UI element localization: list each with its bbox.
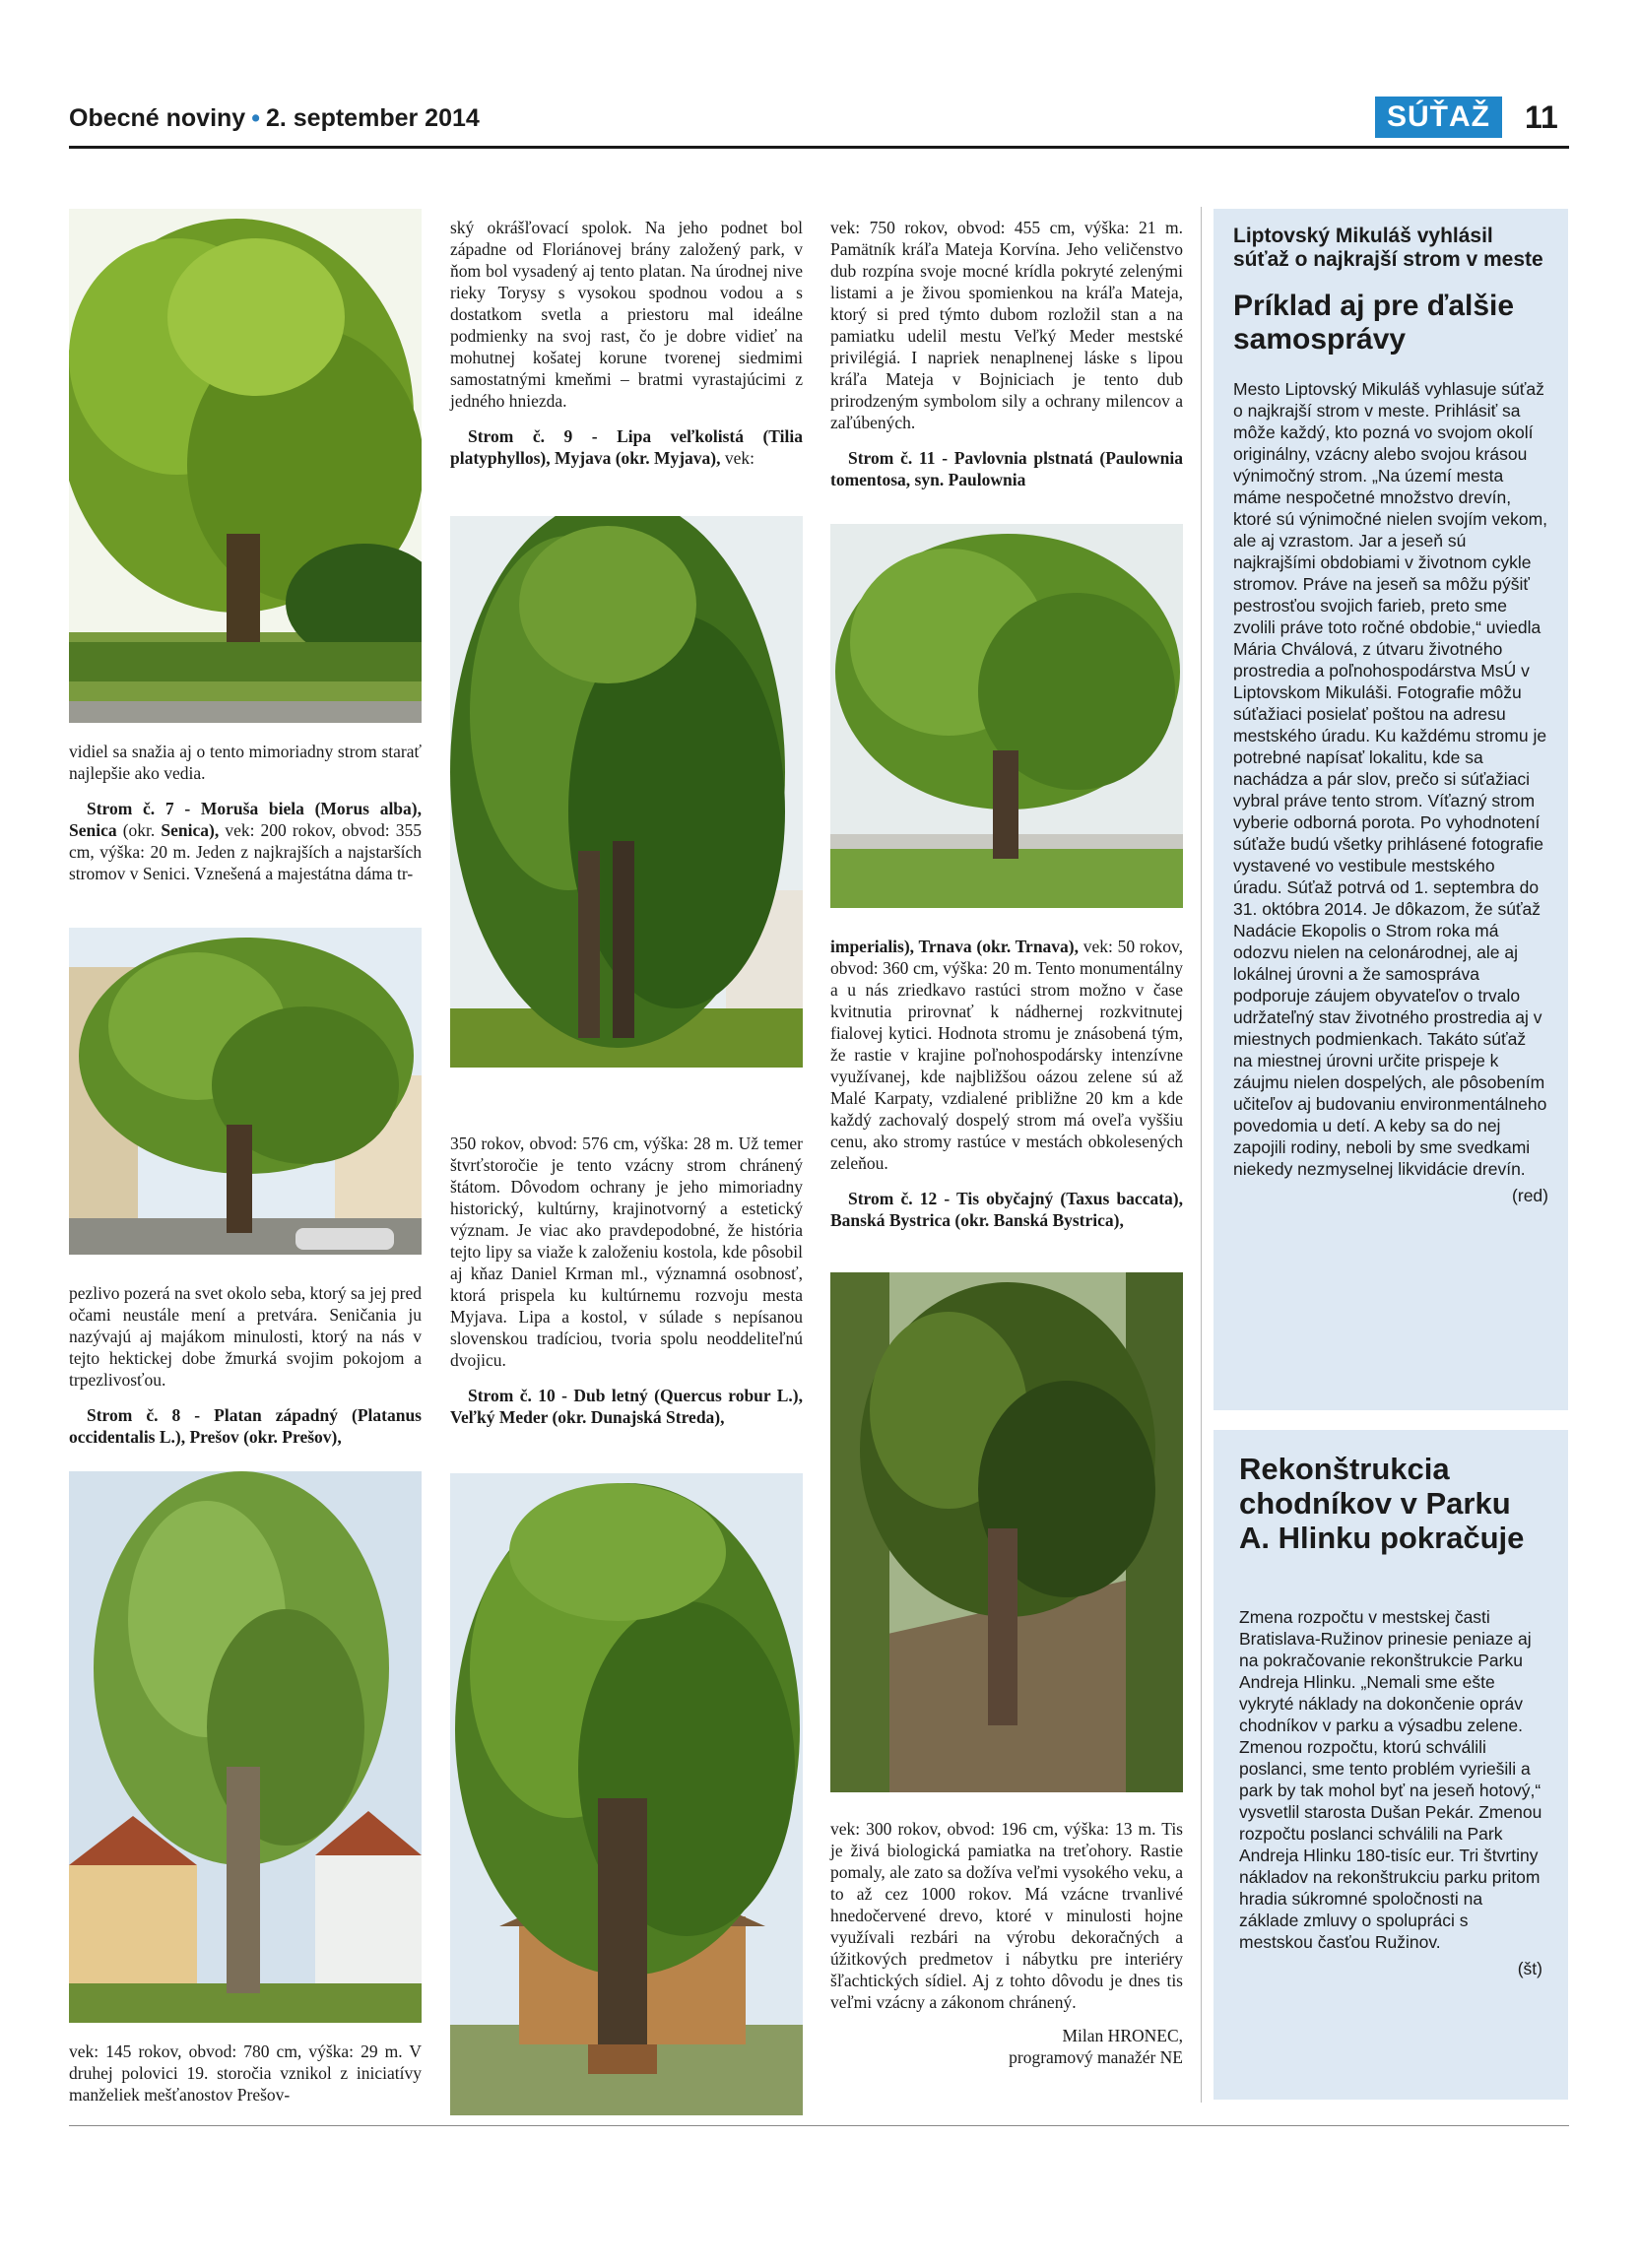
box-body: Zmena rozpočtu v mestskej časti Bratislava-Ružinov prinesie peniaze aj na pokračovanie rekonštrukcie Parku Andreja Hlinku. „Nemali sme ešte vykryté náklady na dokončenie opráv chodníkov v parku a výsadbu zelene. Zmenou rozpočtu, ktorú schválili poslanci, sme tento problém vyriešili a park by tak mohol byť na jeseň hotový,“ vysvetlil starosta Dušan Pekár. Zmenou rozpočtu poslanci schválili na Park Andreja Hlinku 180-tisíc eur. Tri štvrtiny nákladov na rekonštrukciu parku pritom hradia súkromné spoločnosti na základe zmluvy o spolupráci s mestskou časťou Ružinov. — [1239, 1607, 1542, 1952]
tree-photo-7 — [830, 1272, 1183, 1792]
sidebar-box-park — [1214, 1430, 1568, 2100]
article-paragraph: 350 rokov, obvod: 576 cm, výška: 28 m. Už temer štvrťstoročie je tento vzácny strom chránený štátom. Dôvodom ochrany je jeho mimoriadny historický, kultúrny, krajinotvorný a estetický význam. Je viac ako pravdepodobné, že história tejto lipy sa viaže k založeniu kostola, kde pôsobil aj kňaz Daniel Krman ml., významná osobnosť, ktorá prispela ku kultúrnemu rozvoju mesta Myjava. Lipa a kostol, v súlade s nepísanou slovenskou tradíciou, tvoria spolu neoddeliteľnú dvojicu. — [450, 1134, 803, 1370]
box-title: Rekonštrukcia chodníkov v Parku A. Hlinku pokračuje — [1239, 1452, 1525, 1555]
tree-photo-4 — [450, 516, 803, 1068]
article-paragraph: ský okrášľovací spolok. Na jeho podnet bol západne od Floriánovej brány založený park, v ňom bol vysadený aj tento platan. Na úrodnej nive rieky Torysy s vysokou spodnou vodou a s dostatkom svetla a priestoru mal ideálne podmienky na svoj rast, čo je dobre vidieť na mohutnej košatej korune tvorenej siedmimi samostatnými kmeňmi – bratmi vyrastajúcimi z jedného hniezda. — [450, 218, 803, 411]
masthead — [69, 104, 480, 133]
issue-date: 2. september 2014 — [265, 104, 480, 132]
tree-10-heading: Strom č. 10 - Dub letný (Quercus robur L.), Veľký Meder (okr. Dunajská Streda), — [450, 1386, 803, 1427]
tree-photo-1 — [69, 209, 422, 723]
column-1-text-b — [69, 1282, 422, 1461]
author-name: Milan HRONEC, — [1062, 2026, 1183, 2045]
header-rule — [69, 146, 1569, 149]
footer-rule — [69, 2125, 1569, 2126]
tree-11-heading: Strom č. 11 - Pavlovnia plstnatá (Paulownia tomentosa, syn. Paulownia — [830, 448, 1183, 489]
article-paragraph: vidiel sa snažia aj o tento mimoriadny strom starať najlepšie ako vedia. — [69, 742, 422, 783]
tree-photo-5 — [450, 1473, 803, 2115]
column-3-text-c — [830, 1818, 1183, 2068]
text-span: (okr. — [116, 820, 162, 840]
page-number: 11 — [1525, 99, 1558, 135]
article-paragraph — [830, 936, 1183, 1174]
author-signature — [830, 2025, 1183, 2068]
tree-photo-3 — [69, 1471, 422, 2023]
tree-12-heading: Strom č. 12 - Tis obyčajný (Taxus baccata), Banská Bystrica (okr. Banská Bystrica), — [830, 1189, 1183, 1230]
tree-7-district: Senica), — [161, 820, 220, 840]
column-3-text-b — [830, 936, 1183, 1245]
separator-dot: • — [251, 104, 260, 132]
column-2-text-a — [450, 217, 803, 483]
tree-photo-6 — [830, 524, 1183, 908]
box-signature: (red) — [1512, 1186, 1548, 1205]
article-paragraph: vek: 145 rokov, obvod: 780 cm, výška: 29 m. V druhej polovici 19. storočia vznikol z iniciatívy manželiek mešťanostov Prešov- — [69, 2041, 422, 2105]
article-paragraph — [69, 798, 422, 884]
paper-name: Obecné noviny — [69, 104, 246, 132]
sidebar-box-contest — [1214, 209, 1568, 1410]
tree-9-heading: Strom č. 9 - Lipa veľkolistá (Tilia platyphyllos), Myjava (okr. Myjava), — [450, 426, 803, 468]
article-paragraph: vek: 750 rokov, obvod: 455 cm, výška: 21 m. Pamätník kráľa Mateja Korvína. Jeho veličenstvo dub rozpína svoje mocné krídla pokryté zelenými listami a je živou spomienkou na kráľa Mateja, ktorý si pred týmto dubom rozložil stan a na pamiatku udelil mestu Veľký Meder mestské privilégiá. I napriek nenaplnenej láske s lipou kráľa Mateja v Bojniciach je tento dub prirodzeným symbolom sily a ochrany milencov a zaľúbených. — [830, 218, 1183, 432]
text-span: vek: — [720, 448, 755, 468]
box-title: Príklad aj pre ďalšie samosprávy — [1233, 290, 1515, 356]
author-role: programový manažér NE — [1009, 2047, 1183, 2067]
tree-8-heading: Strom č. 8 - Platan západný (Platanus occidentalis L.), Prešov (okr. Prešov), — [69, 1405, 422, 1447]
text-span: vek: 50 rokov, obvod: 360 cm, výška: 20 m. Tento monumentálny a u nás zriedkavo rastúci strom možno v čase kvitnutia prirovnať k nádhernej rozkvitnutej fialovej kytici. Hodnota stromu je znásobená tým, že rastie v krajine poľnohospodársky intenzívne využívanej, kde najbližšou oázou zelene sú až Malé Karpaty, vzdialené približne 20 km a kde každý zachovalý dospelý strom má oveľa vyššiu cenu, ako stromy rastúce v mestách obkolesených zeleňou. — [830, 937, 1183, 1173]
box-kicker: Liptovský Mikuláš vyhlásil súťaž o najkrajší strom v meste — [1233, 225, 1543, 271]
article-paragraph — [450, 425, 803, 469]
article-paragraph: vek: 300 rokov, obvod: 196 cm, výška: 13 m. Tis je živá biologická pamiatka na treťohory. Rastie pomaly, ale zato sa dožíva veľmi vysokého veku, a to až cez 1000 rokov. Má vzácne trvanlivé hnedočervené drevo, ktoré v minulosti hojne využívali rezbári na výrobu dekoračných a úžitkových predmetov i nábytku pre interiéry šľachtických sídiel. Aj z tohto dôvodu je dnes tis veľmi vzácny a zákonom chránený. — [830, 1819, 1183, 2012]
column-2-text-b — [450, 1133, 803, 1442]
section-tag: SÚŤAŽ — [1375, 97, 1502, 138]
article-paragraph: pezlivo pozerá na svet okolo seba, ktorý sa jej pred očami neustále mení a pretvára. Seničania ju nazývajú aj majákom minulosti, ktorý na nás v tejto hektickej dobe žmurká svojim pokojom a trpezlivosťou. — [69, 1283, 422, 1390]
box-signature: (št) — [1517, 1959, 1542, 1978]
column-1-text-a — [69, 741, 422, 898]
tree-11-location: imperialis), Trnava (okr. Trnava), — [830, 937, 1080, 956]
text-span: vek: 200 rokov, obvod: 355 cm, výška: 20 m. Jeden z najkrajších a najstarších stromov v Senici. Vznešená a majestátna dáma tr- — [69, 820, 422, 883]
column-1-text-c — [69, 2041, 422, 2119]
tree-7-heading: Strom č. 7 - Moruša biela (Morus alba), Senica — [69, 799, 422, 840]
column-3-text-a — [830, 217, 1183, 504]
column-divider — [1201, 207, 1202, 2103]
box-body: Mesto Liptovský Mikuláš vyhlasuje súťaž o najkrajší strom v meste. Prihlásiť sa môže každý, kto pozná vo svojom okolí originálny, vzácny alebo svojou krásou výnimočný strom. „Na území mesta máme nespočetné množstvo drevín, ktoré sú výnimočné nielen svojím vekom, ale aj vzrastom. Jar a jeseň sú najkrajšími obdobiami v životnom cykle stromov. Práve na jeseň sa môžu pýšiť pestrosťou svojich farieb, preto sme zvolili práve toto ročné obdobie,“ uviedla Mária Chválová, z útvaru životného prostredia a poľnohospodárstva MsÚ v Liptovskom Mikuláši. Fotografie môžu súťažiaci posielať poštou na adresu mestského úradu. Ku každému stromu je potrebné napísať lokalitu, kde sa nachádza a pár slov, prečo si súťažiaci vybral práve tento strom. Víťazný strom vyberie odborná porota. Po vyhodnotení súťaže budú všetky prihlásené fotografie vystavené vo vestibule mestského úradu. Súťaž potrvá od 1. septembra do 31. októbra 2014. Je dôkazom, že súťaž Nadácie Ekopolis o Strom roka má odozvu nielen na celonárodnej, ale aj lokálnej úrovni a že samospráva podporuje záujem obyvateľov o trvalo udržateľný stav životného prostredia aj v miestnych podmienkach. Takáto súťaž na miestnej úrovni určite prispeje k záujmu nielen dospelých, ale pôsobením učiteľov aj budovaniu environmentálneho povedomia u detí. A keby sa do nej zapojili rodiny, neboli by sme svedkami niekedy nezmyselnej likvidácie drevín. — [1233, 379, 1548, 1179]
tree-photo-2 — [69, 928, 422, 1255]
